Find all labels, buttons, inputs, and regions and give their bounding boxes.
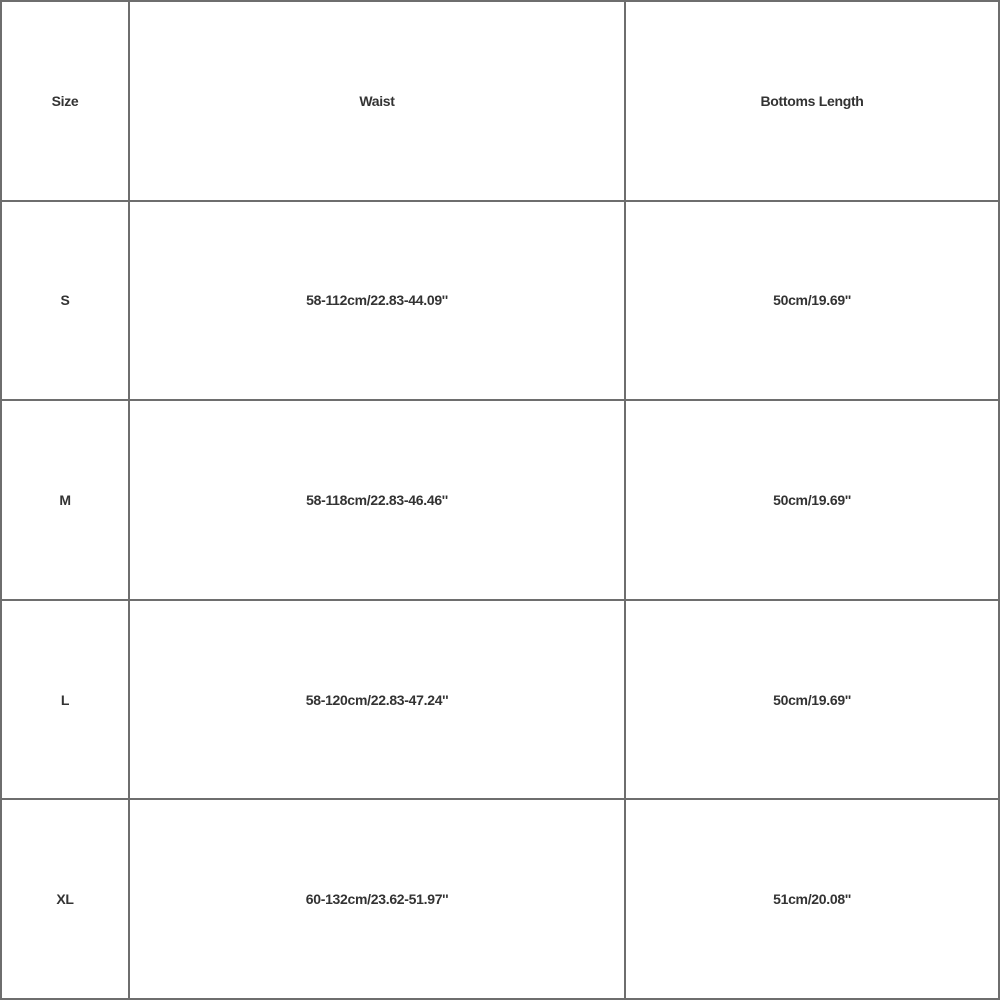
waist-cell: 58-120cm/22.83-47.24'' (129, 600, 625, 800)
bottoms-length-cell: 50cm/19.69'' (625, 400, 999, 600)
waist-cell: 60-132cm/23.62-51.97'' (129, 799, 625, 999)
waist-cell: 58-118cm/22.83-46.46'' (129, 400, 625, 600)
table-row (1, 600, 999, 800)
size-cell: XL (1, 799, 129, 999)
header-bottoms-length: Bottoms Length (625, 1, 999, 201)
size-cell: S (1, 201, 129, 401)
table-row (1, 799, 999, 999)
bottoms-length-cell: 50cm/19.69'' (625, 201, 999, 401)
header-row (1, 1, 999, 201)
waist-cell: 58-112cm/22.83-44.09'' (129, 201, 625, 401)
bottoms-length-cell: 51cm/20.08'' (625, 799, 999, 999)
table-row (1, 201, 999, 401)
size-cell: L (1, 600, 129, 800)
bottoms-length-cell: 50cm/19.69'' (625, 600, 999, 800)
header-size: Size (1, 1, 129, 201)
size-cell: M (1, 400, 129, 600)
header-waist: Waist (129, 1, 625, 201)
table-row (1, 400, 999, 600)
